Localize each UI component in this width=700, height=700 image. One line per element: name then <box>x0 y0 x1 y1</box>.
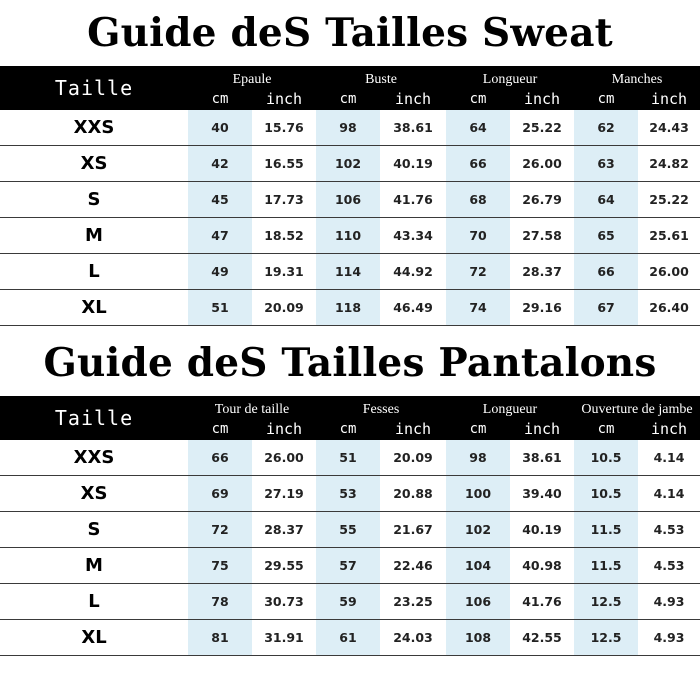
group-header-length: Longueur <box>446 66 574 88</box>
unit-header-cm: cm <box>316 418 380 440</box>
cm-value-cell: 78 <box>188 584 252 620</box>
inch-value-cell: 44.92 <box>380 254 446 290</box>
size-label: M <box>0 548 188 584</box>
unit-header-cm: cm <box>188 88 252 110</box>
inch-value-cell: 28.37 <box>252 512 316 548</box>
table-row <box>0 218 700 254</box>
table-row <box>0 584 700 620</box>
cm-value-cell: 42 <box>188 146 252 182</box>
unit-header-inch: inch <box>380 418 446 440</box>
inch-value-cell: 25.22 <box>510 110 574 146</box>
inch-value-cell: 26.00 <box>252 440 316 476</box>
group-header-sleeves: Manches <box>574 66 700 88</box>
cm-value-cell: 118 <box>316 290 380 326</box>
cm-value-cell: 65 <box>574 218 638 254</box>
cm-value-cell: 11.5 <box>574 512 638 548</box>
cm-value-cell: 12.5 <box>574 620 638 656</box>
unit-header-cm: cm <box>316 88 380 110</box>
cm-value-cell: 47 <box>188 218 252 254</box>
size-label: XS <box>0 146 188 182</box>
inch-value-cell: 20.88 <box>380 476 446 512</box>
cm-value-cell: 51 <box>316 440 380 476</box>
size-label: L <box>0 254 188 290</box>
size-label: XL <box>0 290 188 326</box>
inch-value-cell: 22.46 <box>380 548 446 584</box>
inch-value-cell: 26.40 <box>638 290 700 326</box>
inch-value-cell: 39.40 <box>510 476 574 512</box>
cm-value-cell: 72 <box>188 512 252 548</box>
unit-header-inch: inch <box>380 88 446 110</box>
inch-value-cell: 31.91 <box>252 620 316 656</box>
size-label: S <box>0 182 188 218</box>
cm-value-cell: 102 <box>316 146 380 182</box>
size-label: XL <box>0 620 188 656</box>
cm-value-cell: 62 <box>574 110 638 146</box>
cm-value-cell: 72 <box>446 254 510 290</box>
unit-header-inch: inch <box>638 88 700 110</box>
cm-value-cell: 66 <box>574 254 638 290</box>
cm-value-cell: 102 <box>446 512 510 548</box>
unit-header-inch: inch <box>638 418 700 440</box>
cm-value-cell: 106 <box>446 584 510 620</box>
group-header-waist: Tour de taille <box>188 396 316 418</box>
cm-value-cell: 74 <box>446 290 510 326</box>
table-row <box>0 110 700 146</box>
cm-value-cell: 40 <box>188 110 252 146</box>
cm-value-cell: 45 <box>188 182 252 218</box>
inch-value-cell: 4.53 <box>638 512 700 548</box>
pants-size-table <box>0 396 700 656</box>
cm-value-cell: 67 <box>574 290 638 326</box>
cm-value-cell: 57 <box>316 548 380 584</box>
inch-value-cell: 25.22 <box>638 182 700 218</box>
table-row <box>0 512 700 548</box>
cm-value-cell: 49 <box>188 254 252 290</box>
cm-value-cell: 12.5 <box>574 584 638 620</box>
inch-value-cell: 40.19 <box>380 146 446 182</box>
cm-value-cell: 68 <box>446 182 510 218</box>
unit-header-cm: cm <box>574 88 638 110</box>
cm-value-cell: 59 <box>316 584 380 620</box>
cm-value-cell: 64 <box>446 110 510 146</box>
inch-value-cell: 15.76 <box>252 110 316 146</box>
sweat-guide-title: Guide deS Tailles Sweat <box>87 10 613 56</box>
cm-value-cell: 104 <box>446 548 510 584</box>
size-label: XS <box>0 476 188 512</box>
inch-value-cell: 29.55 <box>252 548 316 584</box>
sweat-table-body <box>0 110 700 326</box>
cm-value-cell: 98 <box>316 110 380 146</box>
inch-value-cell: 28.37 <box>510 254 574 290</box>
table-row <box>0 440 700 476</box>
cm-value-cell: 66 <box>188 440 252 476</box>
inch-value-cell: 24.03 <box>380 620 446 656</box>
inch-value-cell: 4.93 <box>638 620 700 656</box>
inch-value-cell: 27.58 <box>510 218 574 254</box>
inch-value-cell: 26.00 <box>638 254 700 290</box>
inch-value-cell: 43.34 <box>380 218 446 254</box>
table-row <box>0 548 700 584</box>
inch-value-cell: 27.19 <box>252 476 316 512</box>
cm-value-cell: 51 <box>188 290 252 326</box>
inch-value-cell: 21.67 <box>380 512 446 548</box>
cm-value-cell: 98 <box>446 440 510 476</box>
cm-value-cell: 69 <box>188 476 252 512</box>
inch-value-cell: 17.73 <box>252 182 316 218</box>
cm-value-cell: 11.5 <box>574 548 638 584</box>
size-column-header: Taille <box>0 66 188 110</box>
unit-header-inch: inch <box>510 88 574 110</box>
unit-header-inch: inch <box>252 88 316 110</box>
inch-value-cell: 40.98 <box>510 548 574 584</box>
group-header-leg-opening: Ouverture de jambe <box>574 396 700 418</box>
inch-value-cell: 4.93 <box>638 584 700 620</box>
table-row <box>0 476 700 512</box>
sweat-size-guide <box>0 0 700 326</box>
size-label: XXS <box>0 440 188 476</box>
unit-header-cm: cm <box>446 88 510 110</box>
unit-header-cm: cm <box>446 418 510 440</box>
size-label: XXS <box>0 110 188 146</box>
inch-value-cell: 29.16 <box>510 290 574 326</box>
inch-value-cell: 30.73 <box>252 584 316 620</box>
sweat-size-table <box>0 66 700 326</box>
inch-value-cell: 42.55 <box>510 620 574 656</box>
inch-value-cell: 46.49 <box>380 290 446 326</box>
table-row <box>0 182 700 218</box>
cm-value-cell: 70 <box>446 218 510 254</box>
inch-value-cell: 20.09 <box>380 440 446 476</box>
inch-value-cell: 4.14 <box>638 440 700 476</box>
cm-value-cell: 53 <box>316 476 380 512</box>
inch-value-cell: 24.43 <box>638 110 700 146</box>
unit-header-cm: cm <box>574 418 638 440</box>
inch-value-cell: 38.61 <box>510 440 574 476</box>
pants-table-body <box>0 440 700 656</box>
inch-value-cell: 41.76 <box>380 182 446 218</box>
unit-header-inch: inch <box>510 418 574 440</box>
cm-value-cell: 10.5 <box>574 476 638 512</box>
cm-value-cell: 81 <box>188 620 252 656</box>
inch-value-cell: 23.25 <box>380 584 446 620</box>
pants-size-guide <box>0 330 700 656</box>
cm-value-cell: 114 <box>316 254 380 290</box>
inch-value-cell: 26.00 <box>510 146 574 182</box>
cm-value-cell: 110 <box>316 218 380 254</box>
cm-value-cell: 66 <box>446 146 510 182</box>
unit-header-inch: inch <box>252 418 316 440</box>
cm-value-cell: 64 <box>574 182 638 218</box>
inch-value-cell: 19.31 <box>252 254 316 290</box>
inch-value-cell: 20.09 <box>252 290 316 326</box>
table-row <box>0 290 700 326</box>
cm-value-cell: 55 <box>316 512 380 548</box>
inch-value-cell: 18.52 <box>252 218 316 254</box>
cm-value-cell: 10.5 <box>574 440 638 476</box>
inch-value-cell: 24.82 <box>638 146 700 182</box>
cm-value-cell: 75 <box>188 548 252 584</box>
group-header-chest: Buste <box>316 66 446 88</box>
group-header-shoulder: Epaule <box>188 66 316 88</box>
inch-value-cell: 41.76 <box>510 584 574 620</box>
cm-value-cell: 106 <box>316 182 380 218</box>
inch-value-cell: 4.14 <box>638 476 700 512</box>
cm-value-cell: 100 <box>446 476 510 512</box>
table-row <box>0 254 700 290</box>
size-label: L <box>0 584 188 620</box>
group-header-length: Longueur <box>446 396 574 418</box>
unit-header-cm: cm <box>188 418 252 440</box>
cm-value-cell: 61 <box>316 620 380 656</box>
table-row <box>0 620 700 656</box>
size-label: S <box>0 512 188 548</box>
size-column-header: Taille <box>0 396 188 440</box>
inch-value-cell: 26.79 <box>510 182 574 218</box>
inch-value-cell: 38.61 <box>380 110 446 146</box>
inch-value-cell: 40.19 <box>510 512 574 548</box>
cm-value-cell: 63 <box>574 146 638 182</box>
cm-value-cell: 108 <box>446 620 510 656</box>
inch-value-cell: 16.55 <box>252 146 316 182</box>
size-label: M <box>0 218 188 254</box>
inch-value-cell: 4.53 <box>638 548 700 584</box>
pants-guide-title: Guide deS Tailles Pantalons <box>43 340 657 386</box>
table-row <box>0 146 700 182</box>
group-header-hips: Fesses <box>316 396 446 418</box>
inch-value-cell: 25.61 <box>638 218 700 254</box>
